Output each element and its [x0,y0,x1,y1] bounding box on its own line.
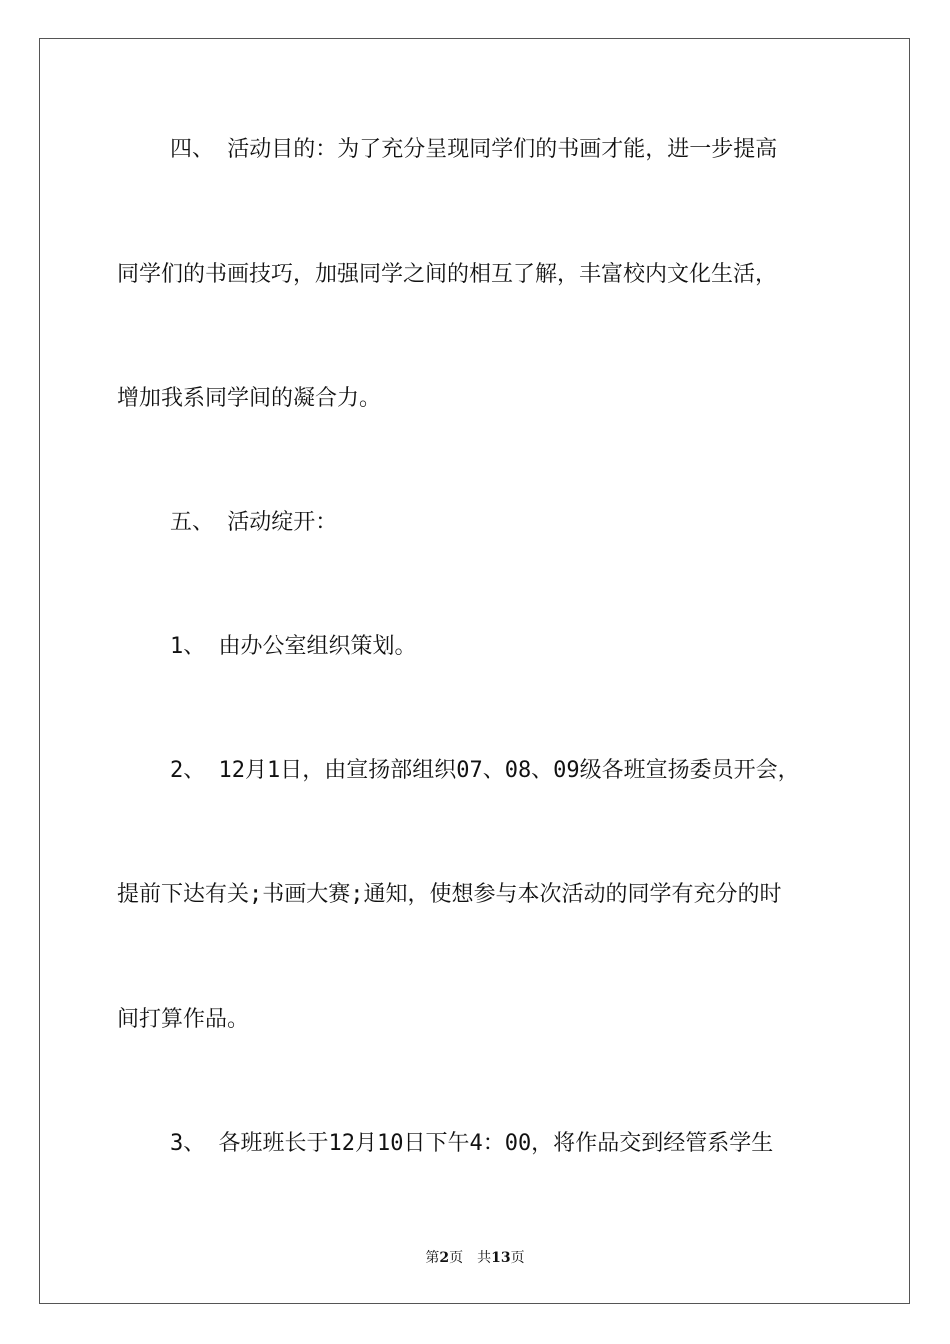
page-footer [0,1247,950,1267]
text-line: 3、 各班班长于12月10日下午4：00，将作品交到经管系学生 [117,1131,774,1156]
footer-total-pages: 13 [491,1250,511,1266]
text-line: 四、 活动目的：为了充分呈现同学们的书画才能，进一步提高 [117,137,778,162]
text-line: 1、 由办公室组织策划。 [117,634,417,659]
text-line: 间打算作品。 [117,1007,250,1032]
text-line: 提前下达有关;书画大赛;通知，使想参与本次活动的同学有充分的时 [117,882,782,907]
text-line: 增加我系同学间的凝合力。 [117,386,382,411]
footer-page-prefix: 第 [425,1250,440,1266]
footer-total-prefix: 共 [477,1250,492,1266]
page-frame [39,38,910,1304]
text-line: 五、 活动绽开： [117,510,338,535]
footer-page-suffix: 页 [449,1250,464,1266]
text-line: 同学们的书画技巧，加强同学之间的相互了解，丰富校内文化生活， [117,262,778,287]
footer-page-current: 2 [439,1250,450,1266]
footer-total-suffix: 页 [510,1250,525,1266]
text-line: 2、 12月1日，由宣扬部组织07、08、09级各班宣扬委员开会， [117,758,800,783]
